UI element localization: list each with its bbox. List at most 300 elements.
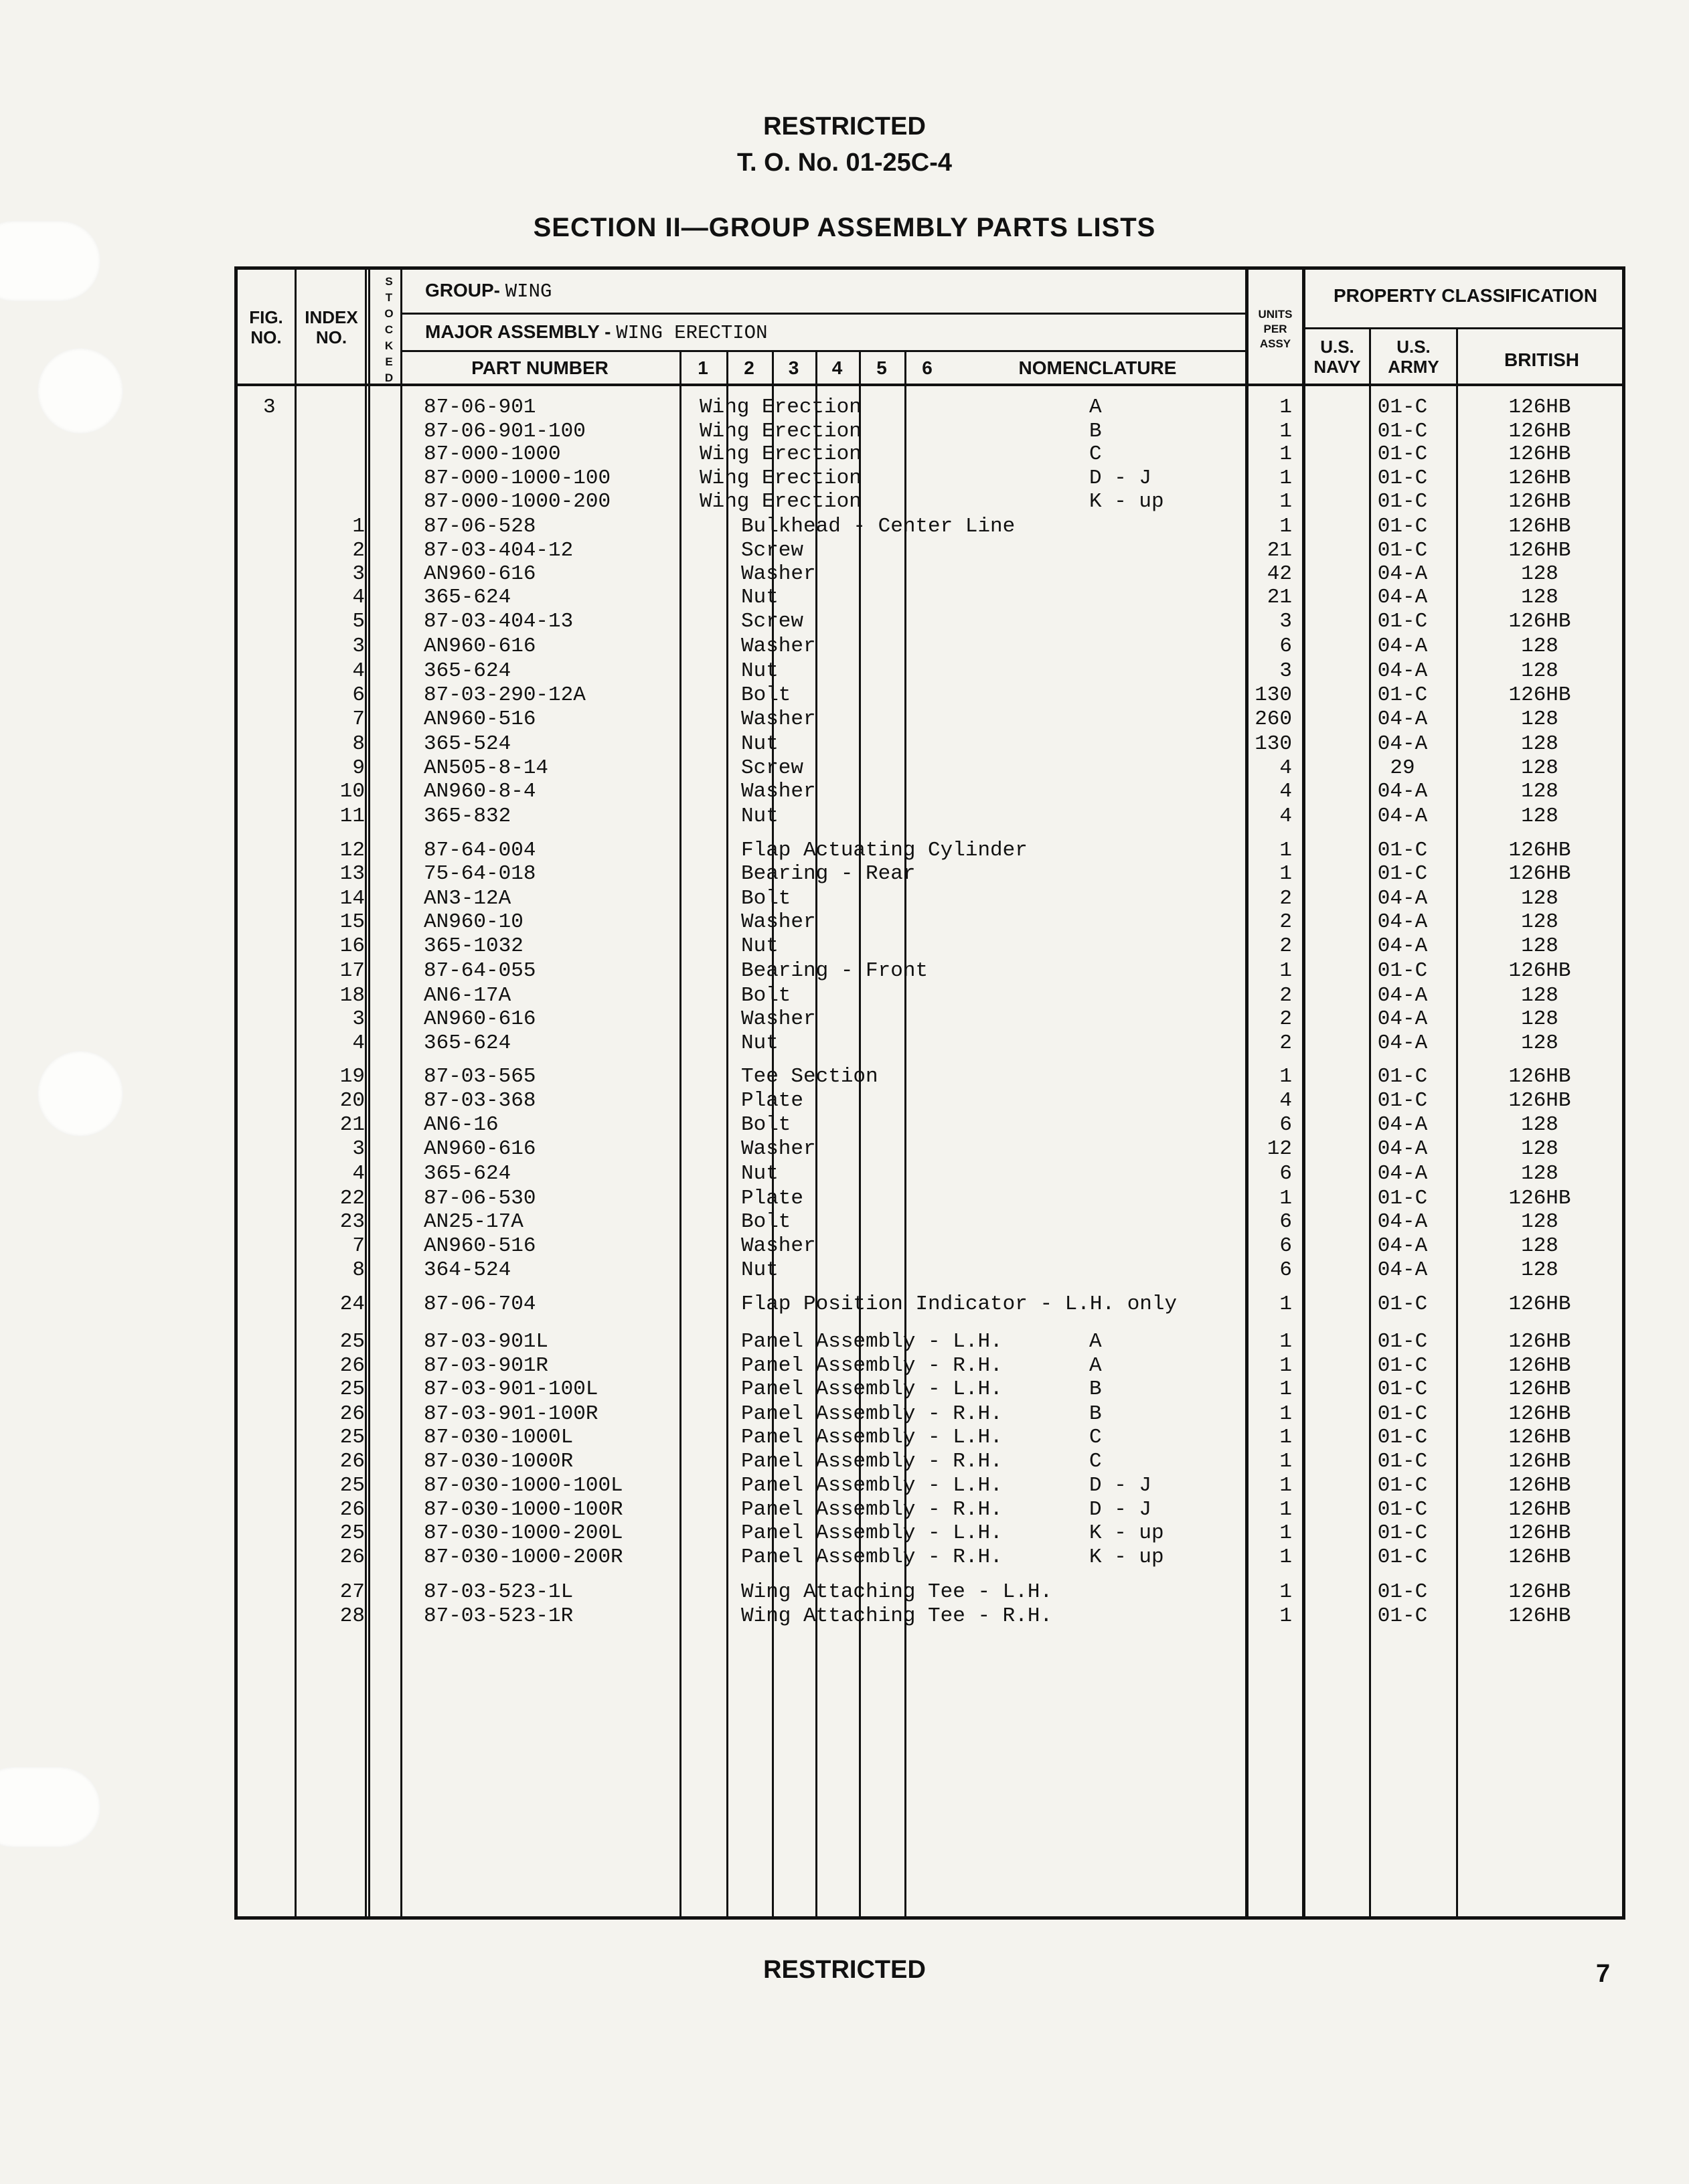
index-no-cell: 25 (339, 1474, 365, 1497)
us-army-cell: 04-A (1377, 1210, 1428, 1234)
table-row (238, 910, 1629, 934)
units-per-assy-cell: 4 (1279, 780, 1292, 803)
us-army-cell: 04-A (1377, 934, 1428, 958)
part-number-cell: 87-03-290-12A (424, 683, 586, 707)
us-army-cell: 01-C (1377, 1498, 1428, 1521)
nomenclature-cell: Panel Assembly - L.H. (741, 1426, 1003, 1449)
index-no-cell: 12 (339, 839, 365, 862)
nomenclature-cell: Tee Section (741, 1065, 878, 1088)
table-row (238, 515, 1629, 539)
model-code-cell: D - J (1089, 467, 1152, 490)
table-row (238, 467, 1629, 491)
units-per-assy-cell: 1 (1279, 1187, 1292, 1210)
part-number-cell: AN960-616 (424, 562, 536, 586)
table-row (238, 659, 1629, 683)
index-no-cell: 26 (339, 1402, 365, 1426)
part-number-cell: 365-624 (424, 659, 511, 683)
part-number-cell: 87-000-1000-200 (424, 490, 611, 513)
nomenclature-cell: Bolt (741, 984, 791, 1007)
table-row (238, 1474, 1629, 1498)
units-per-assy-cell: 3 (1279, 659, 1292, 683)
us-navy-header: U.S. NAVY (1313, 337, 1361, 377)
us-army-cell: 01-C (1377, 1330, 1428, 1353)
model-code-cell: A (1089, 1330, 1102, 1353)
us-army-cell: 01-C (1377, 442, 1428, 466)
us-army-cell: 01-C (1377, 420, 1428, 443)
nomenclature-cell: Flap Actuating Cylinder (741, 839, 1028, 862)
part-number-cell: 87-03-565 (424, 1065, 536, 1088)
british-cell: 126HB (1508, 1377, 1571, 1401)
units-per-assy-cell: 2 (1279, 887, 1292, 910)
group-value: WING (505, 280, 552, 303)
nomenclature-cell: Bolt (741, 683, 791, 707)
british-cell: 128 (1521, 562, 1558, 586)
british-cell: 126HB (1508, 442, 1571, 466)
part-number-cell: 87-03-901-100R (424, 1402, 598, 1426)
us-army-cell: 01-C (1377, 1474, 1428, 1497)
part-number-cell: AN960-616 (424, 1137, 536, 1161)
index-no-cell: 22 (339, 1187, 365, 1210)
nomenclature-cell: Wing Attaching Tee - L.H. (741, 1580, 1053, 1604)
nomenclature-cell: Nut (741, 659, 779, 683)
british-cell: 126HB (1508, 539, 1571, 562)
units-per-assy-cell: 6 (1279, 1234, 1292, 1258)
us-army-cell: 04-A (1377, 780, 1428, 803)
indent-2-header: 2 (744, 357, 754, 378)
us-army-cell: 01-C (1377, 1402, 1428, 1426)
part-number-cell: 87-000-1000 (424, 442, 561, 466)
us-army-cell: 04-A (1377, 1113, 1428, 1137)
units-per-assy-cell: 4 (1279, 756, 1292, 780)
nomenclature-cell: Panel Assembly - R.H. (741, 1354, 1003, 1377)
units-per-assy-cell: 4 (1279, 1089, 1292, 1112)
binder-hole (37, 1051, 123, 1137)
units-per-assy-cell: 130 (1255, 683, 1292, 707)
nomenclature-cell: Washer (741, 910, 816, 934)
nomenclature-cell: Bolt (741, 1113, 791, 1137)
units-per-assy-cell: 6 (1279, 1258, 1292, 1282)
technical-order-number: T. O. No. 01-25C-4 (737, 149, 952, 177)
nomenclature-cell: Wing Attaching Tee - R.H. (741, 1604, 1053, 1628)
units-per-assy-cell: 1 (1279, 1377, 1292, 1401)
us-army-header: U.S. ARMY (1388, 337, 1439, 377)
group-label: GROUP- (425, 280, 500, 301)
units-per-assy-cell: 1 (1279, 1330, 1292, 1353)
us-army-cell: 01-C (1377, 1545, 1428, 1569)
index-no-cell: 4 (352, 1031, 365, 1055)
indent-4-header: 4 (831, 357, 843, 378)
british-cell: 126HB (1508, 490, 1571, 513)
british-cell: 128 (1521, 910, 1558, 934)
part-number-cell: 87-000-1000-100 (424, 467, 611, 490)
restricted-marking-top: RESTRICTED (763, 112, 926, 141)
part-number-cell: AN960-516 (424, 707, 536, 731)
units-per-assy-header: UNITS PER ASSY (1258, 308, 1293, 350)
part-number-cell: 87-03-404-13 (424, 610, 574, 633)
us-army-cell: 01-C (1377, 1354, 1428, 1377)
us-army-cell: 01-C (1377, 1580, 1428, 1604)
index-no-cell: 3 (352, 1137, 365, 1161)
index-no-cell: 26 (339, 1354, 365, 1377)
units-per-assy-cell: 130 (1255, 732, 1292, 756)
table-row (238, 959, 1629, 983)
indent-5-header: 5 (876, 357, 887, 378)
index-no-cell: 24 (339, 1292, 365, 1316)
us-army-cell: 01-C (1377, 539, 1428, 562)
part-number-cell: 364-524 (424, 1258, 511, 1282)
nomenclature-cell: Nut (741, 586, 779, 609)
british-cell: 126HB (1508, 515, 1571, 538)
units-per-assy-cell: 1 (1279, 442, 1292, 466)
nomenclature-cell: Nut (741, 1258, 779, 1282)
index-no-cell: 6 (352, 683, 365, 707)
table-row (238, 756, 1629, 780)
part-number-cell: 365-1032 (424, 934, 524, 958)
model-code-cell: K - up (1089, 1545, 1164, 1569)
nomenclature-cell: Screw (741, 610, 804, 633)
index-no-cell: 25 (339, 1377, 365, 1401)
model-code-cell: C (1089, 442, 1102, 466)
index-no-cell: 27 (339, 1580, 365, 1604)
nomenclature-cell: Bulkhead - Center Line (741, 515, 1016, 538)
part-number-header: PART NUMBER (471, 357, 609, 378)
index-no-cell: 14 (339, 887, 365, 910)
table-row (238, 1354, 1629, 1378)
nomenclature-cell: Nut (741, 1031, 779, 1055)
part-number-cell: 87-06-528 (424, 515, 536, 538)
units-per-assy-cell: 1 (1279, 1065, 1292, 1088)
parts-rows (238, 270, 1629, 1923)
part-number-cell: 87-06-530 (424, 1187, 536, 1210)
us-army-cell: 04-A (1377, 659, 1428, 683)
units-per-assy-cell: 1 (1279, 1498, 1292, 1521)
nomenclature-cell: Nut (741, 1162, 779, 1185)
us-army-cell: 01-C (1377, 862, 1428, 886)
units-per-assy-cell: 6 (1279, 1162, 1292, 1185)
us-army-cell: 04-A (1377, 707, 1428, 731)
table-row (238, 1604, 1629, 1628)
us-army-cell: 01-C (1377, 1292, 1428, 1316)
units-per-assy-cell: 2 (1279, 1007, 1292, 1031)
nomenclature-cell: Plate (741, 1187, 804, 1210)
index-no-cell: 23 (339, 1210, 365, 1234)
british-cell: 128 (1521, 707, 1558, 731)
part-number-cell: 87-030-1000-100R (424, 1498, 623, 1521)
us-army-cell: 01-C (1377, 683, 1428, 707)
nomenclature-cell: Panel Assembly - L.H. (741, 1474, 1003, 1497)
units-per-assy-cell: 6 (1279, 1113, 1292, 1137)
table-row (238, 1521, 1629, 1545)
us-army-cell: 01-C (1377, 1065, 1428, 1088)
nomenclature-cell: Washer (741, 562, 816, 586)
table-row (238, 635, 1629, 659)
british-header: BRITISH (1504, 349, 1579, 370)
british-cell: 128 (1521, 1137, 1558, 1161)
nomenclature-cell: Panel Assembly - R.H. (741, 1450, 1003, 1473)
units-per-assy-cell: 2 (1279, 984, 1292, 1007)
nomenclature-cell: Wing Erection (700, 420, 862, 443)
table-row (238, 490, 1629, 514)
index-no-cell: 4 (352, 1162, 365, 1185)
model-code-cell: A (1089, 1354, 1102, 1377)
units-per-assy-cell: 1 (1279, 1580, 1292, 1604)
british-cell: 128 (1521, 780, 1558, 803)
indent-3-header: 3 (788, 357, 799, 378)
table-row (238, 1187, 1629, 1211)
nomenclature-cell: Washer (741, 1137, 816, 1161)
table-row (238, 1450, 1629, 1474)
nomenclature-cell: Plate (741, 1089, 804, 1112)
model-code-cell: A (1089, 396, 1102, 419)
table-row (238, 1402, 1629, 1426)
part-number-cell: 87-030-1000-200L (424, 1521, 623, 1545)
us-army-cell: 04-A (1377, 1162, 1428, 1185)
british-cell: 128 (1521, 659, 1558, 683)
units-per-assy-cell: 1 (1279, 959, 1292, 983)
part-number-cell: 87-03-523-1L (424, 1580, 574, 1604)
nomenclature-cell: Bolt (741, 887, 791, 910)
part-number-cell: AN960-8-4 (424, 780, 536, 803)
units-per-assy-cell: 2 (1279, 910, 1292, 934)
british-cell: 126HB (1508, 1450, 1571, 1473)
table-row (238, 1330, 1629, 1354)
table-row (238, 839, 1629, 863)
table-row (238, 420, 1629, 444)
index-no-cell: 10 (339, 780, 365, 803)
model-code-cell: C (1089, 1426, 1102, 1449)
table-row (238, 1007, 1629, 1031)
us-army-cell: 01-C (1377, 610, 1428, 633)
british-cell: 126HB (1508, 1521, 1571, 1545)
british-cell: 126HB (1508, 396, 1571, 419)
british-cell: 128 (1521, 805, 1558, 828)
section-title: SECTION II—GROUP ASSEMBLY PARTS LISTS (533, 213, 1156, 242)
part-number-cell: 87-03-368 (424, 1089, 536, 1112)
table-row (238, 610, 1629, 634)
british-cell: 126HB (1508, 610, 1571, 633)
nomenclature-cell: Bearing - Rear (741, 862, 916, 886)
nomenclature-cell: Bolt (741, 1210, 791, 1234)
part-number-cell: 87-06-901 (424, 396, 536, 419)
nomenclature-cell: Wing Erection (700, 396, 862, 419)
index-no-cell: 15 (339, 910, 365, 934)
part-number-cell: 75-64-018 (424, 862, 536, 886)
units-per-assy-cell: 2 (1279, 1031, 1292, 1055)
units-per-assy-cell: 3 (1279, 610, 1292, 633)
index-no-cell: 13 (339, 862, 365, 886)
major-assembly-value: WING ERECTION (616, 322, 768, 344)
nomenclature-cell: Panel Assembly - L.H. (741, 1330, 1003, 1353)
british-cell: 126HB (1508, 1187, 1571, 1210)
table-row (238, 586, 1629, 610)
index-no-cell: 16 (339, 934, 365, 958)
us-army-cell: 29 (1390, 756, 1415, 780)
table-row (238, 934, 1629, 958)
index-no-cell: 26 (339, 1450, 365, 1473)
units-per-assy-cell: 1 (1279, 515, 1292, 538)
index-no-cell: 4 (352, 586, 365, 609)
part-number-cell: 87-030-1000-100L (424, 1474, 623, 1497)
units-per-assy-cell: 1 (1279, 420, 1292, 443)
units-per-assy-cell: 1 (1279, 1354, 1292, 1377)
nomenclature-cell: Washer (741, 1007, 816, 1031)
part-number-cell: AN6-16 (424, 1113, 499, 1137)
british-cell: 128 (1521, 984, 1558, 1007)
units-per-assy-cell: 6 (1279, 1210, 1292, 1234)
table-row (238, 984, 1629, 1008)
us-army-cell: 04-A (1377, 887, 1428, 910)
table-row (238, 1031, 1629, 1056)
part-number-cell: 87-03-523-1R (424, 1604, 574, 1628)
table-row (238, 1545, 1629, 1570)
nomenclature-cell: Panel Assembly - R.H. (741, 1545, 1003, 1569)
index-no-cell: 2 (352, 539, 365, 562)
index-no-cell: 8 (352, 732, 365, 756)
part-number-cell: 87-64-055 (424, 959, 536, 983)
nomenclature-cell: Panel Assembly - L.H. (741, 1521, 1003, 1545)
indent-1-header: 1 (698, 357, 708, 378)
part-number-cell: 87-03-404-12 (424, 539, 574, 562)
index-no-cell: 18 (339, 984, 365, 1007)
table-row (238, 396, 1629, 420)
index-no-cell: 7 (352, 1234, 365, 1258)
british-cell: 128 (1521, 586, 1558, 609)
index-no-cell: 3 (352, 1007, 365, 1031)
part-number-cell: 365-624 (424, 1162, 511, 1185)
index-no-cell: 4 (352, 659, 365, 683)
part-number-cell: 87-06-901-100 (424, 420, 586, 443)
page-number: 7 (1596, 1960, 1611, 1988)
model-code-cell: B (1089, 1377, 1102, 1401)
index-no-cell: 26 (339, 1545, 365, 1569)
us-army-cell: 04-A (1377, 984, 1428, 1007)
us-army-cell: 01-C (1377, 1426, 1428, 1449)
part-number-cell: AN25-17A (424, 1210, 524, 1234)
model-code-cell: B (1089, 1402, 1102, 1426)
part-number-cell: AN3-12A (424, 887, 511, 910)
index-no-cell: 9 (352, 756, 365, 780)
units-per-assy-cell: 1 (1279, 862, 1292, 886)
table-row (238, 1426, 1629, 1450)
restricted-marking-bottom: RESTRICTED (763, 1956, 926, 1984)
us-army-cell: 04-A (1377, 1234, 1428, 1258)
index-no-cell: 17 (339, 959, 365, 983)
british-cell: 126HB (1508, 1292, 1571, 1316)
units-per-assy-cell: 1 (1279, 1292, 1292, 1316)
british-cell: 128 (1521, 635, 1558, 658)
part-number-cell: AN6-17A (424, 984, 511, 1007)
british-cell: 126HB (1508, 839, 1571, 862)
part-number-cell: 87-030-1000R (424, 1450, 574, 1473)
british-cell: 128 (1521, 1234, 1558, 1258)
index-no-cell: 25 (339, 1330, 365, 1353)
nomenclature-cell: Wing Erection (700, 467, 862, 490)
british-cell: 126HB (1508, 420, 1571, 443)
table-row (238, 1162, 1629, 1186)
index-no-cell: 25 (339, 1521, 365, 1545)
model-code-cell: K - up (1089, 490, 1164, 513)
model-code-cell: D - J (1089, 1474, 1152, 1497)
table-row (238, 1580, 1629, 1604)
british-cell: 128 (1521, 1031, 1558, 1055)
nomenclature-cell: Screw (741, 539, 804, 562)
major-assembly-label: MAJOR ASSEMBLY - (425, 321, 611, 342)
part-number-cell: 87-03-901-100L (424, 1377, 598, 1401)
table-row (238, 1498, 1629, 1522)
us-army-cell: 04-A (1377, 1007, 1428, 1031)
units-per-assy-cell: 6 (1279, 635, 1292, 658)
table-row (238, 1258, 1629, 1282)
index-no-cell: 28 (339, 1604, 365, 1628)
part-number-cell: 365-832 (424, 805, 511, 828)
british-cell: 126HB (1508, 1498, 1571, 1521)
us-army-cell: 01-C (1377, 1521, 1428, 1545)
british-cell: 126HB (1508, 1402, 1571, 1426)
index-no-cell: 26 (339, 1498, 365, 1521)
nomenclature-cell: Screw (741, 756, 804, 780)
nomenclature-cell: Wing Erection (700, 490, 862, 513)
property-classification-header: PROPERTY CLASSIFICATION (1333, 285, 1598, 306)
us-army-cell: 01-C (1377, 515, 1428, 538)
model-code-cell: B (1089, 420, 1102, 443)
us-army-cell: 01-C (1377, 396, 1428, 419)
units-per-assy-cell: 1 (1279, 467, 1292, 490)
table-row (238, 1210, 1629, 1234)
british-cell: 126HB (1508, 1065, 1571, 1088)
british-cell: 128 (1521, 934, 1558, 958)
british-cell: 128 (1521, 1162, 1558, 1185)
index-no-cell: 21 (339, 1113, 365, 1137)
british-cell: 126HB (1508, 683, 1571, 707)
part-number-cell: AN960-616 (424, 635, 536, 658)
index-no-header: INDEX NO. (305, 307, 358, 347)
part-number-cell: 365-524 (424, 732, 511, 756)
british-cell: 128 (1521, 1113, 1558, 1137)
nomenclature-cell: Wing Erection (700, 442, 862, 466)
units-per-assy-cell: 1 (1279, 490, 1292, 513)
nomenclature-cell: Nut (741, 934, 779, 958)
us-army-cell: 01-C (1377, 1377, 1428, 1401)
part-number-cell: 87-06-704 (424, 1292, 536, 1316)
part-number-cell: 87-030-1000-200R (424, 1545, 623, 1569)
units-per-assy-cell: 21 (1267, 586, 1292, 609)
index-no-cell: 19 (339, 1065, 365, 1088)
nomenclature-cell: Panel Assembly - R.H. (741, 1498, 1003, 1521)
nomenclature-cell: Washer (741, 1234, 816, 1258)
units-per-assy-cell: 1 (1279, 1545, 1292, 1569)
us-army-cell: 01-C (1377, 490, 1428, 513)
table-row (238, 1089, 1629, 1113)
units-per-assy-cell: 42 (1267, 562, 1292, 586)
nomenclature-cell: Bearing - Front (741, 959, 929, 983)
british-cell: 126HB (1508, 1580, 1571, 1604)
units-per-assy-cell: 1 (1279, 839, 1292, 862)
british-cell: 126HB (1508, 1545, 1571, 1569)
model-code-cell: D - J (1089, 1498, 1152, 1521)
us-army-cell: 01-C (1377, 839, 1428, 862)
british-cell: 126HB (1508, 1354, 1571, 1377)
table-row (238, 707, 1629, 732)
nomenclature-cell: Washer (741, 635, 816, 658)
stocked-header: S T O C K E D (384, 275, 394, 384)
binder-hole (37, 348, 123, 434)
units-per-assy-cell: 1 (1279, 396, 1292, 419)
nomenclature-cell: Flap Position Indicator - L.H. only (741, 1292, 1178, 1316)
us-army-cell: 04-A (1377, 635, 1428, 658)
us-army-cell: 04-A (1377, 805, 1428, 828)
indent-6-header: 6 (922, 357, 933, 378)
table-row (238, 442, 1629, 467)
